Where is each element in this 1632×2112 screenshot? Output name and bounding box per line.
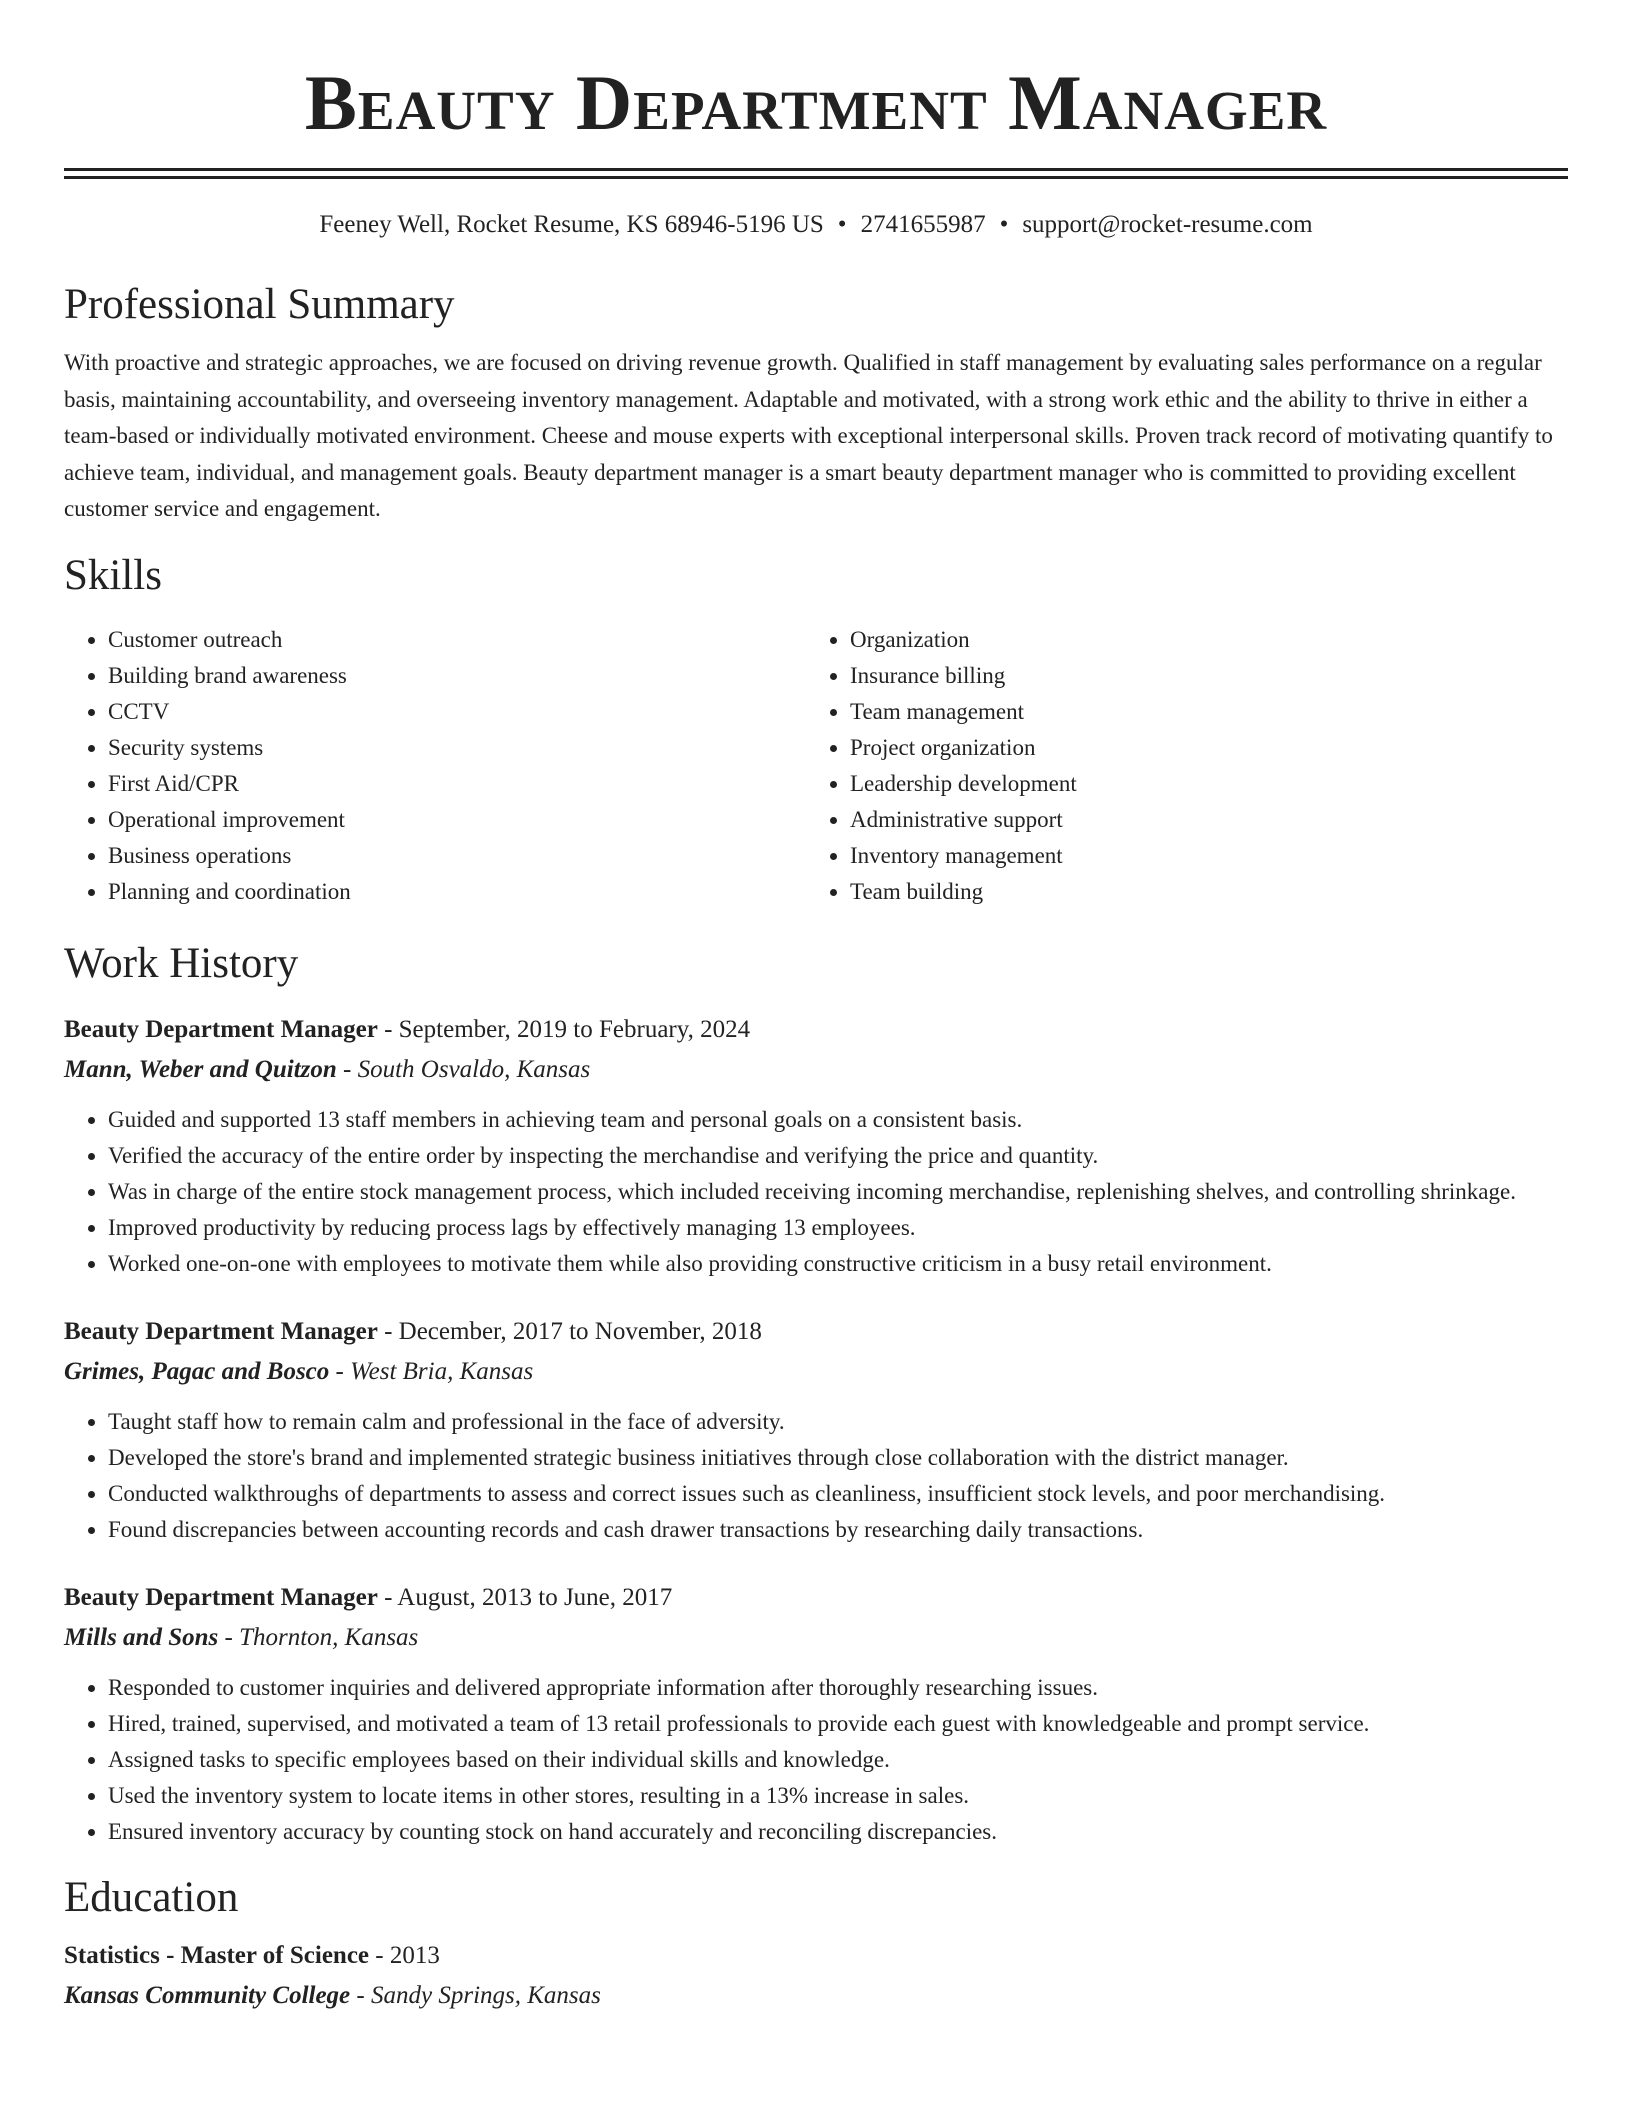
job-location: - South Osvaldo, Kansas bbox=[336, 1055, 591, 1083]
skill-item: • Planning and coordination bbox=[108, 874, 806, 910]
job-company: Mills and Sons bbox=[64, 1623, 219, 1651]
skill-item: • Team management bbox=[850, 694, 1077, 730]
job-company-line bbox=[64, 1352, 1568, 1392]
skill-item: • Administrative support bbox=[850, 802, 1077, 838]
job-bullet: • Ensured inventory accuracy by counting stock on hand accurately and reconciling discrepancies. bbox=[108, 1814, 1568, 1850]
skill-item: • Security systems bbox=[108, 730, 806, 766]
skill-item: • Operational improvement bbox=[108, 802, 806, 838]
job-bullet: • Responded to customer inquiries and delivered appropriate information after thoroughly researching issues. bbox=[108, 1670, 1568, 1706]
contact-phone: 2741655987 bbox=[860, 211, 986, 238]
contact-line bbox=[64, 209, 1568, 241]
contact-address: Feeney Well, Rocket Resume, KS 68946-5196 US bbox=[319, 211, 824, 238]
skill-item: • Inventory management bbox=[850, 838, 1077, 874]
skills-right-list bbox=[806, 622, 1077, 910]
job-bullet: • Developed the store's brand and implemented strategic business initiatives through close collaboration with the district manager. bbox=[108, 1440, 1568, 1476]
education-degree: Statistics - Master of Science bbox=[64, 1941, 370, 1969]
skill-item: • First Aid/CPR bbox=[108, 766, 806, 802]
education-degree-line bbox=[64, 1936, 1568, 1976]
skill-item: • Customer outreach bbox=[108, 622, 806, 658]
job-bullet: • Found discrepancies between accounting records and cash drawer transactions by researching daily transactions. bbox=[108, 1512, 1568, 1548]
job-bullet: • Conducted walkthroughs of departments to assess and correct issues such as cleanliness, insufficient stock levels, and poor merchandising. bbox=[108, 1476, 1568, 1512]
job-company: Mann, Weber and Quitzon bbox=[64, 1055, 337, 1083]
job-title: Beauty Department Manager bbox=[64, 1015, 378, 1043]
skill-item: • Organization bbox=[850, 622, 1077, 658]
job-company: Grimes, Pagac and Bosco bbox=[64, 1357, 330, 1385]
education-school-line bbox=[64, 1976, 1568, 2016]
job-dates: - September, 2019 to February, 2024 bbox=[377, 1015, 751, 1043]
job-bullet: • Verified the accuracy of the entire order by inspecting the merchandise and verifying the price and quantity. bbox=[108, 1138, 1568, 1174]
job-entry bbox=[64, 1312, 1568, 1548]
summary-text: With proactive and strategic approaches, we are focused on driving revenue growth. Qualified in staff management by evaluating sales performance on a regular basis, maintaining accountability, and overseeing inventory management. Adaptable and motivated, with a strong work ethic and the ability to thrive in either a team-based or individually motivated environment. Cheese and mouse experts with exceptional interpersonal skills. Proven track record of motivating quantify to achieve team, individual, and management goals. Beauty department manager is a smart beauty department manager who is committed to providing excellent customer service and engagement. bbox=[64, 350, 1553, 521]
skill-item: • Project organization bbox=[850, 730, 1077, 766]
skill-item: • Insurance billing bbox=[850, 658, 1077, 694]
skill-item: • CCTV bbox=[108, 694, 806, 730]
job-title-line bbox=[64, 1312, 1568, 1352]
education-school: Kansas Community College bbox=[64, 1981, 351, 2009]
skills-heading: Skills bbox=[64, 551, 162, 599]
job-title-line bbox=[64, 1578, 1568, 1618]
work-history-heading: Work History bbox=[64, 939, 299, 987]
skill-item: • Building brand awareness bbox=[108, 658, 806, 694]
skills-left-list bbox=[64, 622, 806, 910]
job-company-line bbox=[64, 1050, 1568, 1090]
skill-item: • Leadership development bbox=[850, 766, 1077, 802]
education-heading: Education bbox=[64, 1873, 239, 1921]
job-title-line bbox=[64, 1010, 1568, 1050]
contact-email: support@rocket-resume.com bbox=[1022, 211, 1313, 238]
job-bullet: • Taught staff how to remain calm and professional in the face of adversity. bbox=[108, 1404, 1568, 1440]
resume-title: Beauty Department Manager bbox=[304, 59, 1328, 146]
skill-item: • Team building bbox=[850, 874, 1077, 910]
job-company-line bbox=[64, 1618, 1568, 1658]
job-dates: - August, 2013 to June, 2017 bbox=[377, 1583, 673, 1611]
job-location: - Thornton, Kansas bbox=[218, 1623, 419, 1651]
job-bullet: • Improved productivity by reducing process lags by effectively managing 13 employees. bbox=[108, 1210, 1568, 1246]
education-entry bbox=[64, 1936, 1568, 2016]
skill-item: • Business operations bbox=[108, 838, 806, 874]
job-bullets bbox=[64, 1404, 1568, 1548]
job-location: - West Bria, Kansas bbox=[329, 1357, 534, 1385]
job-dates: - December, 2017 to November, 2018 bbox=[377, 1317, 762, 1345]
title-double-rule bbox=[64, 168, 1568, 179]
job-bullet: • Guided and supported 13 staff members in achieving team and personal goals on a consistent basis. bbox=[108, 1102, 1568, 1138]
job-title: Beauty Department Manager bbox=[64, 1317, 378, 1345]
job-bullet: • Hired, trained, supervised, and motivated a team of 13 retail professionals to provide each guest with knowledgeable and prompt service. bbox=[108, 1706, 1568, 1742]
contact-separator: • bbox=[999, 211, 1009, 238]
job-bullets bbox=[64, 1670, 1568, 1850]
education-year: - 2013 bbox=[369, 1941, 440, 1969]
skills-columns bbox=[64, 622, 1568, 910]
job-entry bbox=[64, 1578, 1568, 1850]
summary-heading: Professional Summary bbox=[64, 281, 455, 328]
job-bullet: • Used the inventory system to locate items in other stores, resulting in a 13% increase in sales. bbox=[108, 1778, 1568, 1814]
job-bullet: • Was in charge of the entire stock management process, which included receiving incoming merchandise, replenishing shelves, and controlling shrinkage. bbox=[108, 1174, 1568, 1210]
job-bullet: • Worked one-on-one with employees to motivate them while also providing constructive criticism in a busy retail environment. bbox=[108, 1246, 1568, 1282]
job-bullets bbox=[64, 1102, 1568, 1282]
education-location: - Sandy Springs, Kansas bbox=[350, 1981, 601, 2009]
contact-separator: • bbox=[837, 211, 847, 238]
job-entry bbox=[64, 1010, 1568, 1282]
job-bullet: • Assigned tasks to specific employees based on their individual skills and knowledge. bbox=[108, 1742, 1568, 1778]
job-title: Beauty Department Manager bbox=[64, 1583, 378, 1611]
